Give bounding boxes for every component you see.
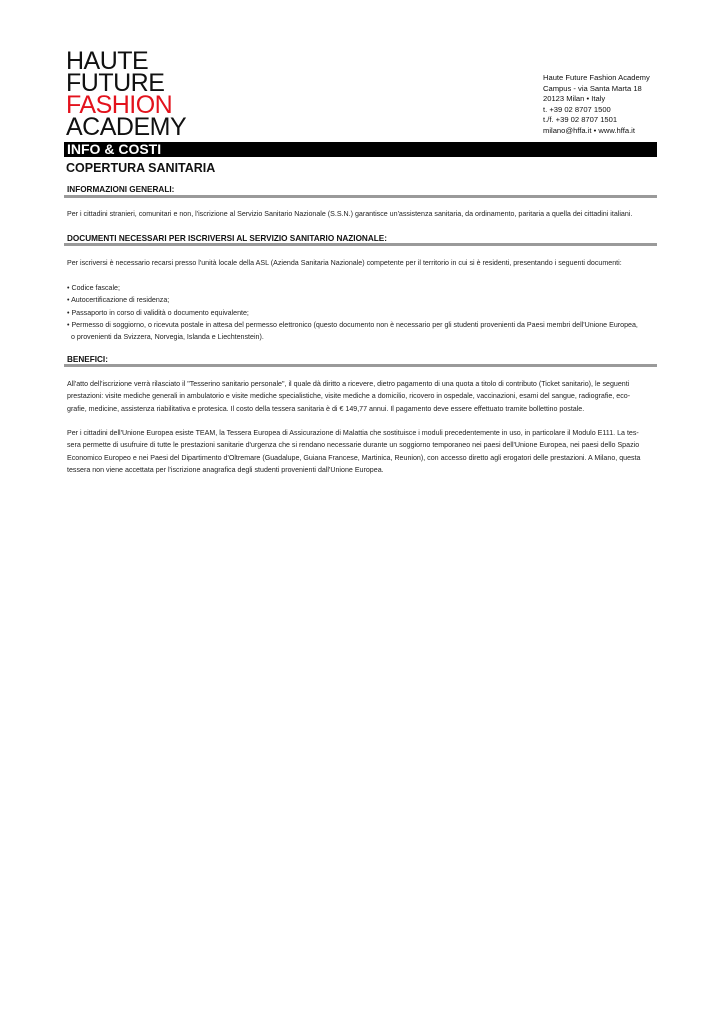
- paragraph-line: prestazioni: visite mediche generali in ambulatorio e visite mediche specialistiche, visite mediche a domicilio, ricovero in ospedale, vaccinazioni, esami del sangue, radiografie, eco-: [67, 392, 631, 401]
- address-fax: t./f. +39 02 8707 1501: [543, 115, 618, 125]
- address-email-web: milano@hffa.it • www.hffa.it: [543, 125, 635, 135]
- paragraph-line: tessera non viene accettata per l'iscrizione anagrafica degli studenti provenienti dall'Unione Europea.: [67, 466, 384, 475]
- general-paragraph: [67, 208, 659, 220]
- list-item: • Passaporto in corso di validità o documento equivalente;: [67, 308, 249, 317]
- paragraph-line: Per iscriversi è necessario recarsi presso l'unità locale della ASL (Azienda Sanitaria Nazionale) competente per il territorio in cui si è residenti, presentando i seguenti documenti:: [67, 259, 622, 267]
- section-rule: [64, 243, 657, 246]
- logo-line-academy: ACADEMY: [66, 113, 187, 141]
- section-heading-general: INFORMAZIONI GENERALI:: [67, 185, 175, 194]
- paragraph-line: Per i cittadini stranieri, comunitari e non, l'iscrizione al Servizio Sanitario Nazionale (S.S.N.) garantisce un'assistenza sanitaria, da ordinamento, paritaria a quella dei cittadini italiani.: [67, 210, 633, 218]
- address-city: 20123 Milan • Italy: [543, 94, 606, 104]
- section-rule: [64, 364, 657, 367]
- section-heading-benefits: BENEFICI:: [67, 355, 108, 364]
- header-banner: [64, 142, 657, 157]
- address-phone: t. +39 02 8707 1500: [543, 104, 611, 114]
- list-item: • Autocertificazione di residenza;: [67, 296, 170, 305]
- paragraph-line: All'atto dell'iscrizione verrà rilasciato il "Tesserino sanitario personale", il quale dà diritto a ricevere, dietro pagamento di una quota a titolo di contributo (Ticket sanitario), le seguenti: [67, 380, 630, 388]
- paragraph-line: sera permette di usufruire di tutte le prestazioni sanitarie d'urgenza che si rendano necessarie durante un soggiorno temporaneo nei paesi dell'Unione Europea, nei paesi dello Spazio: [67, 441, 640, 450]
- section-rule: [64, 195, 657, 198]
- logo-line-fashion: FASHION: [66, 91, 173, 119]
- documents-intro: [67, 257, 659, 269]
- list-item: • Codice fascale;: [67, 284, 120, 292]
- section-heading-documents: DOCUMENTI NECESSARI PER ISCRIVERSI AL SERVIZIO SANITARIO NAZIONALE:: [67, 234, 387, 243]
- logo-line-haute: HAUTE: [66, 47, 149, 75]
- academy-logo: [66, 47, 187, 141]
- benefits-paragraph-1: [67, 378, 659, 415]
- contact-address: [543, 73, 650, 137]
- benefits-paragraph-2: [67, 427, 659, 477]
- paragraph-line: Per i cittadini dell'Unione Europea esiste TEAM, la Tessera Europea di Assicurazione di Malattia che sostituisce i moduli precedentemente in uso, in particolare il Modulo E111. La tes-: [67, 429, 639, 437]
- address-name: Haute Future Fashion Academy: [543, 73, 650, 82]
- logo-line-future: FUTURE: [66, 69, 165, 97]
- paragraph-line: grafie, medicine, assistenza riabilitativa e protesica. Il costo della tessera sanitaria è di € 149,77 annui. Il pagamento deve essere effettuato tramite bollettino postale.: [67, 404, 585, 413]
- page-title: COPERTURA SANITARIA: [66, 161, 216, 175]
- documents-list: [67, 282, 659, 343]
- address-street: Campus - via Santa Marta 18: [543, 83, 642, 93]
- list-item: o provenienti da Svizzera, Norvegia, Islanda e Liechtenstein).: [71, 333, 264, 342]
- list-item: • Permesso di soggiorno, o ricevuta postale in attesa del permesso elettronico (questo documento non è necessario per gli studenti provenienti da Paesi membri dell'Unione Europea,: [67, 320, 638, 329]
- banner-title: INFO & COSTI: [67, 141, 162, 157]
- paragraph-line: Economico Europeo e nei Paesi del Dipartimento d'Oltremare (Guadalupe, Guiana Francese, Martinica, Reunion), con accesso diretto agli erogatori delle prestazioni. A Milano, questa: [67, 453, 641, 462]
